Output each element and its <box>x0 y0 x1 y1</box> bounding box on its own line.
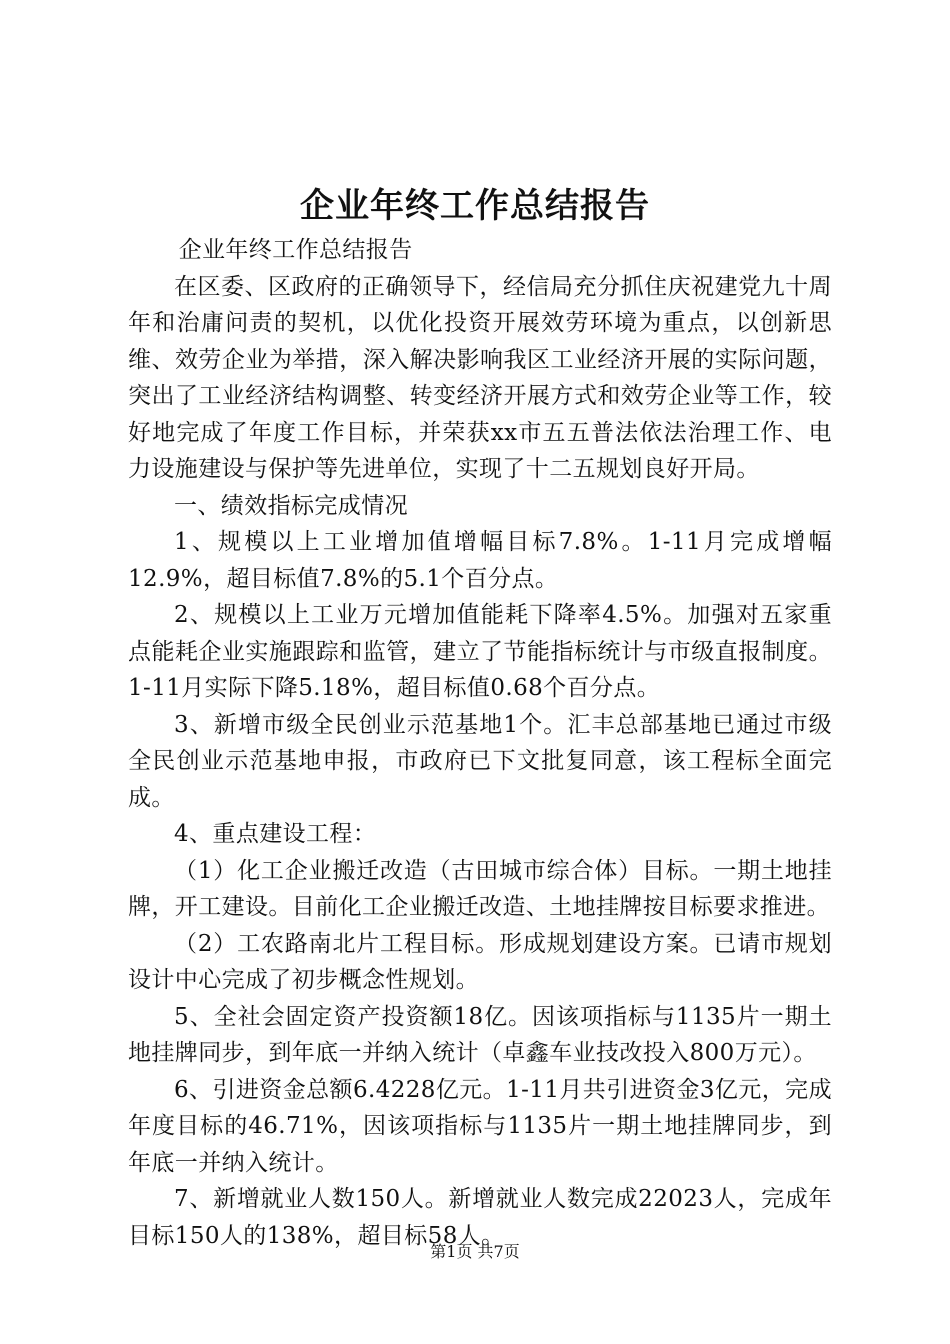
intro-paragraph: 在区委、区政府的正确领导下，经信局充分抓住庆祝建党九十周年和治庸问责的契机，以优化投资开展效劳环境为重点，以创新思维、效劳企业为举措，深入解决影响我区工业经济开展的实际问题，突出了工业经济结构调整、转变经济开展方式和效劳企业等工作，较好地完成了年度工作目标，并荣获xx市五五普法依法治理工作、电力设施建设与保护等先进单位，实现了十二五规划良好开局。 <box>128 273 832 482</box>
item-paragraph: 6、引进资金总额6.4228亿元。1-11月共引进资金3亿元，完成年度目标的46.71%，因该项指标与1135片一期土地挂牌同步，到年底一并纳入统计。 <box>128 1076 832 1176</box>
page-number: 第1页 共7页 <box>430 1242 520 1261</box>
item-paragraph: 3、新增市级全民创业示范基地1个。汇丰总部基地已通过市级全民创业示范基地申报，市政府已下文批复同意，该工程标全面完成。 <box>128 711 832 811</box>
item-paragraph: 7、新增就业人数150人。新增就业人数完成22023人，完成年目标150人的138%，超目标58人。 <box>128 1186 832 1249</box>
item-paragraph: 5、全社会固定资产投资额18亿。因该项指标与1135片一期土地挂牌同步，到年底一并纳入统计（卓鑫车业技改投入800万元）。 <box>128 1003 832 1066</box>
section-heading: 一、绩效指标完成情况 <box>174 492 408 519</box>
document-body <box>128 232 832 1254</box>
item-paragraph: 4、重点建设工程： <box>174 821 377 847</box>
item-paragraph: 2、规模以上工业万元增加值能耗下降率4.5%。加强对五家重点能耗企业实施跟踪和监管，建立了节能指标统计与市级直报制度。1-11月实际下降5.18%，超目标值0.68个百分点。 <box>128 602 832 701</box>
item-paragraph: 1、规模以上工业增加值增幅目标7.8%。1-11月完成增幅12.9%，超目标值7.8%的5.1个百分点。 <box>128 529 832 592</box>
sub-item-paragraph: （2）工农路南北片工程目标。形成规划建设方案。已请市规划设计中心完成了初步概念性规划。 <box>128 930 832 993</box>
sub-item-paragraph: （1）化工企业搬迁改造（古田城市综合体）目标。一期土地挂牌，开工建设。目前化工企业搬迁改造、土地挂牌按目标要求推进。 <box>128 857 832 920</box>
document-title: 企业年终工作总结报告 <box>300 186 650 226</box>
document-subtitle: 企业年终工作总结报告 <box>178 237 413 263</box>
